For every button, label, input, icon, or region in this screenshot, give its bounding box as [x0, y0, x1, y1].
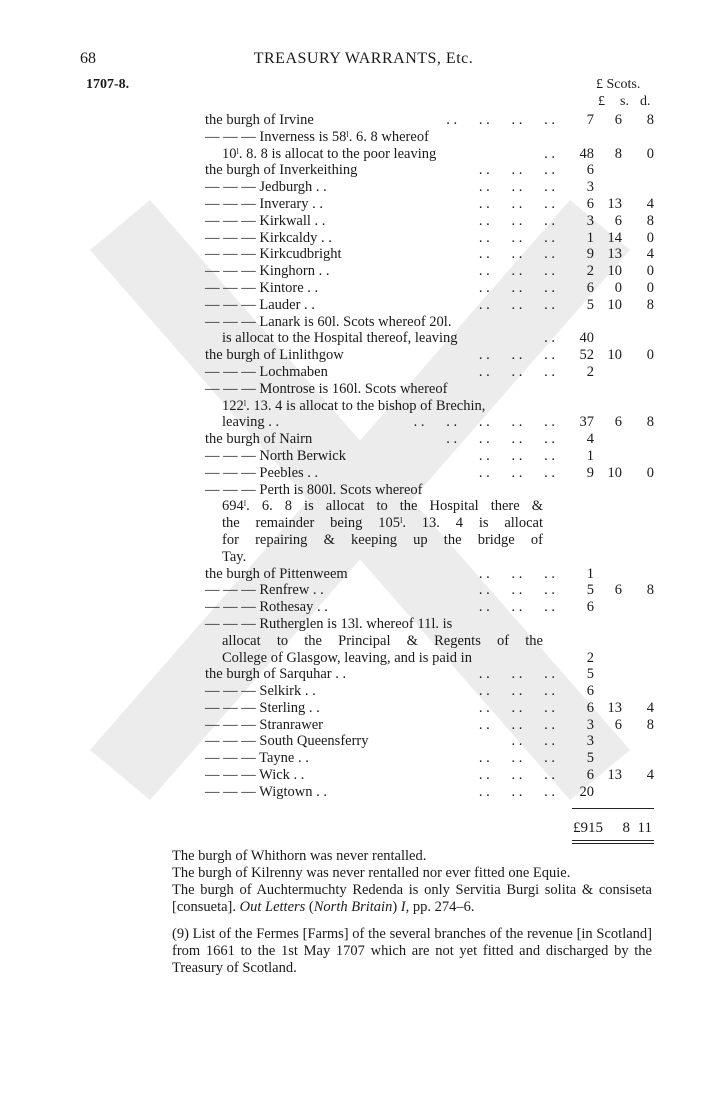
row-pounds: 7: [586, 112, 594, 128]
row-pence: 8: [646, 212, 654, 229]
row-pence: 0: [646, 464, 654, 481]
row-text: — — — Rothesay . .: [205, 599, 328, 616]
row-pence: 8: [646, 296, 654, 313]
row-text: Tay.: [222, 548, 247, 565]
total-shillings: 8: [622, 820, 630, 836]
row-shillings: 10: [607, 263, 622, 280]
row-text: — — — Sterling . .: [205, 699, 320, 716]
row-pounds: 6: [586, 599, 594, 616]
table-row: [0, 515, 727, 532]
row-pence: 4: [646, 767, 654, 784]
table-row: [0, 330, 727, 347]
note-citation: North Britain: [313, 899, 393, 915]
row-shillings: 0: [614, 279, 622, 296]
row-shillings: 6: [614, 716, 622, 733]
year-label: 1707-8.: [86, 77, 130, 92]
table-row: [0, 196, 727, 213]
row-pounds: 48: [579, 145, 594, 162]
row-text: — — — Tayne . .: [205, 750, 309, 767]
total-rule-bottom-2: [572, 843, 654, 844]
table-row: [0, 633, 727, 650]
table-row: [0, 246, 727, 263]
leader-dots: . . . . . .: [478, 447, 555, 464]
currency-heading: £ Scots.: [596, 77, 641, 92]
row-pounds: 2: [586, 649, 594, 666]
row-text: allocat to the Principal & Regents of the: [222, 632, 543, 649]
row-pounds: 1: [586, 229, 594, 246]
leader-dots: . . . . . .: [478, 767, 555, 784]
leader-dots: . . . . . .: [478, 179, 555, 196]
row-pounds: 5: [586, 582, 594, 599]
row-pounds: 40: [579, 330, 594, 347]
leader-dots: . .: [544, 145, 555, 162]
leader-dots: . . . . . .: [478, 212, 555, 229]
row-pence: 0: [646, 145, 654, 162]
leader-dots: . . . . . . . .: [446, 112, 555, 128]
row-text: — — — Renfrew . .: [205, 582, 324, 599]
table-row: [0, 582, 727, 599]
row-text: — — — Lanark is 60l. Scots whereof 20l.: [205, 313, 452, 330]
row-pence: 0: [646, 279, 654, 296]
table-row: [0, 179, 727, 196]
table-row: [0, 482, 727, 499]
row-pence: 0: [646, 263, 654, 280]
row-text: — — — Selkirk . .: [205, 683, 316, 700]
row-pounds: 1: [586, 447, 594, 464]
row-shillings: 13: [607, 699, 622, 716]
row-shillings: 14: [607, 229, 622, 246]
row-text: — — — North Berwick: [205, 447, 346, 464]
note-kilrenny: The burgh of Kilrenny was never rentalled nor ever fitted one Equie.: [172, 865, 571, 881]
spacer: [172, 916, 652, 926]
leader-dots: . . . . . .: [478, 296, 555, 313]
row-pence: 8: [646, 582, 654, 599]
row-text: — — — Perth is 800l. Scots whereof: [205, 481, 423, 498]
row-pounds: 20: [579, 783, 594, 800]
leader-dots: . . . . . . . . . .: [413, 414, 555, 431]
table-row: [0, 549, 727, 566]
leader-dots: . . . . . .: [478, 229, 555, 246]
note-citation: Out Letters: [239, 899, 306, 915]
table-row: [0, 599, 727, 616]
leader-dots: . . . .: [511, 733, 555, 750]
row-pounds: 6: [586, 699, 594, 716]
row-text: — — — Jedburgh . .: [205, 179, 327, 196]
row-pounds: 3: [586, 716, 594, 733]
row-text: College of Glasgow, leaving, and is paid in: [222, 649, 472, 666]
row-text: — — — Kinghorn . .: [205, 263, 330, 280]
total-pence: 11: [637, 820, 652, 836]
leader-dots: . . . . . .: [478, 716, 555, 733]
leader-dots: . . . . . .: [478, 195, 555, 212]
note-text: , pp. 274–6.: [405, 899, 475, 915]
total-pounds: £915: [573, 820, 603, 836]
row-pounds: 5: [586, 750, 594, 767]
row-text: 122ˡ. 13. 4 is allocat to the bishop of Brechin,: [222, 397, 486, 414]
row-shillings: 10: [607, 296, 622, 313]
table-row: [0, 683, 727, 700]
row-pence: 0: [646, 347, 654, 364]
running-title: TREASURY WARRANTS, Etc.: [253, 50, 474, 67]
row-pounds: 9: [586, 464, 594, 481]
row-pounds: 1: [586, 565, 594, 582]
table-row: [0, 129, 727, 146]
row-shillings: 10: [607, 464, 622, 481]
table-row: [0, 230, 727, 247]
table-row: [0, 566, 727, 583]
row-pounds: 3: [586, 733, 594, 750]
table-row: [0, 465, 727, 482]
table-row: [0, 650, 727, 667]
row-text: the burgh of Pittenweem: [205, 565, 348, 582]
row-text: — — — Kirkwall . .: [205, 212, 326, 229]
table-row: [0, 733, 727, 750]
row-shillings: 13: [607, 246, 622, 263]
row-shillings: 6: [614, 582, 622, 599]
table-row: [0, 784, 727, 801]
row-pence: 4: [646, 195, 654, 212]
row-pence: 0: [646, 229, 654, 246]
leader-dots: . . . . . .: [478, 263, 555, 280]
row-shillings: 13: [607, 767, 622, 784]
row-text: — — — South Queensferry: [205, 733, 369, 750]
row-pounds: 37: [579, 414, 594, 431]
row-text: — — — Inverary . .: [205, 195, 323, 212]
row-pence: 4: [646, 246, 654, 263]
table-row: [0, 347, 727, 364]
row-text: is allocat to the Hospital thereof, leaving: [222, 330, 458, 347]
table-row: [0, 280, 727, 297]
row-pence: 8: [646, 414, 654, 431]
row-text: — — — Rutherglen is 13l. whereof 11l. is: [205, 615, 453, 632]
leader-dots: . . . . . .: [478, 599, 555, 616]
leader-dots: . . . . . .: [478, 464, 555, 481]
leader-dots: . . . . . .: [478, 666, 555, 683]
row-text: — — — Stranrawer: [205, 716, 323, 733]
leader-dots: . . . . . .: [478, 783, 555, 800]
table-row: [0, 431, 727, 448]
row-text: for repairing & keeping up the bridge of: [222, 531, 543, 548]
table-row: [0, 616, 727, 633]
row-pounds: 9: [586, 246, 594, 263]
table-row: [0, 213, 727, 230]
row-pounds: 3: [586, 179, 594, 196]
leader-dots: . .: [544, 330, 555, 347]
row-pounds: 6: [586, 279, 594, 296]
row-text: — — — Montrose is 160l. Scots whereof: [205, 380, 448, 397]
table-row: [0, 767, 727, 784]
table-row: [0, 297, 727, 314]
row-pounds: 6: [586, 162, 594, 179]
row-text: the burgh of Nairn: [205, 431, 313, 448]
note-citation: I: [400, 899, 406, 915]
burgh-list: [0, 112, 727, 801]
row-text: — — — Kirkcaldy . .: [205, 229, 332, 246]
table-row: [0, 700, 727, 717]
table-row: [0, 448, 727, 465]
row-pounds: 2: [586, 263, 594, 280]
leader-dots: . . . . . .: [478, 582, 555, 599]
row-pounds: 2: [586, 363, 594, 380]
row-text: — — — Kintore . .: [205, 279, 319, 296]
table-row: [0, 398, 727, 415]
table-row: [0, 162, 727, 179]
row-text: leaving . .: [222, 414, 280, 431]
note-text: ): [392, 899, 401, 915]
leader-dots: . . . . . .: [478, 565, 555, 582]
col-pound: £: [598, 94, 605, 109]
leader-dots: . . . . . .: [478, 683, 555, 700]
row-shillings: 13: [607, 195, 622, 212]
leader-dots: . . . . . .: [478, 246, 555, 263]
row-shillings: 8: [614, 145, 622, 162]
note-item-9: (9) List of the Fermes [Farms] of the several branches of the revenue [in Scotland] from 1661 to the 1st May 1707 which are not yet fitted and discharged by the Treasury of Scotland.: [172, 926, 652, 976]
table-row: [0, 381, 727, 398]
page-number: 68: [80, 50, 96, 67]
table-row: [0, 263, 727, 280]
running-header: [0, 50, 727, 74]
row-text: the burgh of Inverkeithing: [205, 162, 358, 179]
row-text: — — — Kirkcudbright: [205, 246, 342, 263]
leader-dots: . . . . . .: [478, 363, 555, 380]
row-shillings: 6: [614, 414, 622, 431]
leader-dots: . . . . . .: [478, 162, 555, 179]
total-rule-bottom-1: [572, 840, 654, 841]
table-row: [0, 414, 727, 431]
note-whithorn: The burgh of Whithorn was never rentalled.: [172, 848, 427, 864]
table-row: [0, 532, 727, 549]
col-shilling: s.: [620, 94, 629, 109]
row-text: — — — Lauder . .: [205, 296, 315, 313]
row-pounds: 6: [586, 767, 594, 784]
table-row: [0, 666, 727, 683]
row-pence: 4: [646, 699, 654, 716]
row-pounds: 4: [586, 431, 594, 448]
notes: [172, 848, 652, 977]
row-text: the burgh of Sarquhar . .: [205, 666, 347, 683]
row-pounds: 5: [586, 296, 594, 313]
note-auchtermuchty: [172, 882, 652, 916]
row-text: 694ˡ. 6. 8 is allocat to the Hospital there &: [222, 498, 543, 515]
leader-dots: . . . . . .: [478, 699, 555, 716]
table-row: [0, 112, 727, 129]
table-row: [0, 750, 727, 767]
leader-dots: . . . . . . . .: [446, 431, 555, 448]
note-text: The burgh of Auchtermuchty Redenda is only Servitia Burgi solita & consiseta [consueta].: [172, 882, 652, 915]
row-text: the burgh of Irvine: [205, 112, 314, 128]
table-row: [0, 314, 727, 331]
leader-dots: . . . . . .: [478, 347, 555, 364]
table-row: [0, 498, 727, 515]
row-pence: 8: [646, 716, 654, 733]
row-shillings: 6: [614, 112, 622, 128]
row-pounds: 5: [586, 666, 594, 683]
row-text: the burgh of Linlithgow: [205, 347, 344, 364]
leader-dots: . . . . . .: [478, 750, 555, 767]
row-pounds: 3: [586, 212, 594, 229]
row-shillings: 10: [607, 347, 622, 364]
row-text: — — — Inverness is 58ˡ. 6. 8 whereof: [205, 128, 429, 145]
row-pounds: 6: [586, 683, 594, 700]
table-row: [0, 146, 727, 163]
row-shillings: 6: [614, 212, 622, 229]
row-text: — — — Lochmaben: [205, 363, 328, 380]
total-rule-top: [572, 808, 654, 809]
row-text: — — — Wigtown . .: [205, 783, 327, 800]
row-pounds: 6: [586, 195, 594, 212]
table-row: [0, 717, 727, 734]
row-text: — — — Peebles . .: [205, 464, 319, 481]
leader-dots: . . . . . .: [478, 279, 555, 296]
row-pence: 8: [646, 112, 654, 128]
table-row: [0, 364, 727, 381]
row-text: the remainder being 105ˡ. 13. 4 is allocat: [222, 515, 543, 532]
row-text: 10ˡ. 8. 8 is allocat to the poor leaving: [222, 145, 437, 162]
row-text: — — — Wick . .: [205, 767, 305, 784]
note-text: (: [305, 899, 314, 915]
col-pence: d.: [640, 94, 651, 109]
row-pounds: 52: [579, 347, 594, 364]
